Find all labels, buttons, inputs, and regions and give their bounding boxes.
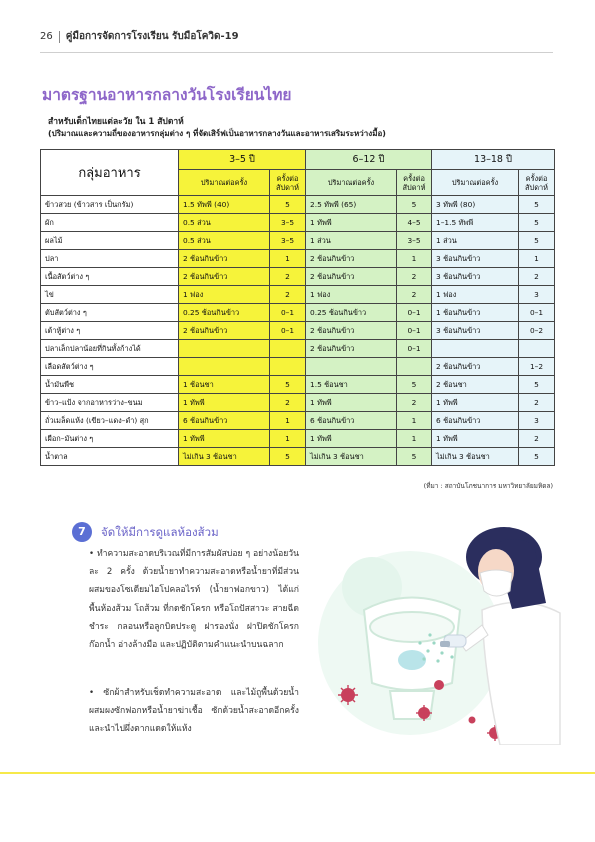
- times-cell: 5: [519, 232, 555, 250]
- food-group-cell: ปลาเล็กปลาน้อยที่กินทั้งก้างได้: [41, 340, 179, 358]
- lunch-standard-table: [40, 149, 555, 466]
- source-note: (ที่มา : สถาบันโภชนาการ มหาวิทยาลัยมหิดล): [423, 482, 553, 490]
- food-group-cell: น้ำตาล: [41, 448, 179, 466]
- food-group-cell: เต้าหู้ต่าง ๆ: [41, 322, 179, 340]
- item-title: จัดให้มีการดูแลห้องส้วม: [101, 525, 219, 539]
- times-cell: 3–5: [397, 232, 432, 250]
- subtitle-1: สำหรับเด็กไทยแต่ละวัย ใน 1 สัปดาห์: [48, 117, 184, 127]
- table-row: [41, 430, 555, 448]
- amount-header: ปริมาณต่อครั้ง: [179, 170, 270, 196]
- table-row: [41, 394, 555, 412]
- amount-cell: 0.25 ช้อนกินข้าว: [179, 304, 270, 322]
- food-group-cell: ปลา: [41, 250, 179, 268]
- amount-cell: [432, 340, 519, 358]
- amount-cell: 1.5 ทัพพี (40): [179, 196, 270, 214]
- amount-cell: 2 ช้อนกินข้าว: [306, 250, 397, 268]
- amount-cell: 1–1.5 ทัพพี: [432, 214, 519, 232]
- amount-cell: 2 ช้อนกินข้าว: [306, 340, 397, 358]
- table-row: [41, 322, 555, 340]
- amount-cell: 6 ช้อนกินข้าว: [432, 412, 519, 430]
- amount-cell: 1 ทัพพี: [306, 214, 397, 232]
- amount-cell: 1 ช้อนกินข้าว: [432, 304, 519, 322]
- times-cell: 1: [270, 250, 306, 268]
- times-cell: [270, 340, 306, 358]
- amount-cell: 6 ช้อนกินข้าว: [306, 412, 397, 430]
- food-group-cell: ผลไม้: [41, 232, 179, 250]
- food-group-cell: น้ำมันพืช: [41, 376, 179, 394]
- amount-cell: 1 ทัพพี: [432, 430, 519, 448]
- document-title: คู่มือการจัดการโรงเรียน รับมือโควิด-19: [65, 31, 239, 42]
- table-row: [41, 412, 555, 430]
- food-group-cell: ไข่: [41, 286, 179, 304]
- times-cell: 5: [519, 448, 555, 466]
- page-number: 26: [40, 31, 53, 42]
- amount-cell: 1 ฟอง: [179, 286, 270, 304]
- table-row: [41, 250, 555, 268]
- times-cell: 2: [270, 268, 306, 286]
- times-cell: 5: [519, 376, 555, 394]
- amount-cell: 3 ช้อนกินข้าว: [432, 250, 519, 268]
- amount-cell: 1 ทัพพี: [306, 430, 397, 448]
- amount-cell: 1 ช้อนชา: [179, 376, 270, 394]
- times-header: ครั้งต่อ สัปดาห์: [270, 170, 306, 196]
- amount-cell: 2.5 ทัพพี (65): [306, 196, 397, 214]
- amount-header: ปริมาณต่อครั้ง: [306, 170, 397, 196]
- times-cell: 0–1: [270, 304, 306, 322]
- food-group-cell: เลือดสัตว์ต่าง ๆ: [41, 358, 179, 376]
- table-row: [41, 214, 555, 232]
- table-row: [41, 196, 555, 214]
- amount-cell: 2 ช้อนกินข้าว: [179, 268, 270, 286]
- times-cell: 3–5: [270, 232, 306, 250]
- amount-cell: 2 ช้อนชา: [432, 376, 519, 394]
- times-cell: 5: [519, 214, 555, 232]
- food-group-cell: ข้าว–แป้ง จากอาหารว่าง–ขนม: [41, 394, 179, 412]
- food-group-cell: ผัก: [41, 214, 179, 232]
- times-cell: 5: [397, 448, 432, 466]
- times-cell: 5: [270, 196, 306, 214]
- times-cell: 1: [397, 430, 432, 448]
- times-cell: 5: [397, 376, 432, 394]
- amount-cell: 0.5 ส่วน: [179, 214, 270, 232]
- times-cell: 0–1: [270, 322, 306, 340]
- times-cell: 5: [270, 448, 306, 466]
- times-cell: 3: [519, 286, 555, 304]
- times-cell: 1–2: [519, 358, 555, 376]
- times-cell: 5: [397, 196, 432, 214]
- item-number-badge: 7: [72, 522, 92, 542]
- table-row: [41, 358, 555, 376]
- times-cell: 3–5: [270, 214, 306, 232]
- times-cell: 1: [519, 250, 555, 268]
- amount-cell: 1 ทัพพี: [432, 394, 519, 412]
- amount-cell: 0.25 ช้อนกินข้าว: [306, 304, 397, 322]
- food-group-cell: ข้าวสวย (ข้าวสาร เป็นกรัม): [41, 196, 179, 214]
- table-row: [41, 286, 555, 304]
- times-cell: [270, 358, 306, 376]
- subtitle-2: (ปริมาณและความถี่ของอาหารกลุ่มต่าง ๆ ที่จัดเสิร์ฟเป็นอาหารกลางวันและอาหารเสริมระหว่างมื้อ): [48, 129, 386, 138]
- times-cell: 2: [519, 394, 555, 412]
- amount-cell: 1 ฟอง: [432, 286, 519, 304]
- times-cell: 2: [519, 430, 555, 448]
- amount-cell: 1 ฟอง: [306, 286, 397, 304]
- amount-cell: 2 ช้อนกินข้าว: [432, 358, 519, 376]
- food-group-header: กลุ่มอาหาร: [41, 150, 179, 196]
- header-rule: [40, 52, 553, 53]
- times-cell: 2: [397, 286, 432, 304]
- times-cell: 0–2: [519, 322, 555, 340]
- times-cell: 5: [519, 196, 555, 214]
- amount-cell: ไม่เกิน 3 ช้อนชา: [179, 448, 270, 466]
- table-body: [41, 196, 555, 466]
- times-cell: 2: [397, 268, 432, 286]
- section-title: มาตรฐานอาหารกลางวันโรงเรียนไทย: [42, 86, 292, 104]
- food-group-cell: เนื้อสัตว์ต่าง ๆ: [41, 268, 179, 286]
- footer-line: [0, 772, 595, 774]
- header-divider: [59, 31, 60, 43]
- amount-cell: 2 ช้อนกินข้าว: [306, 268, 397, 286]
- times-cell: 0–1: [397, 340, 432, 358]
- amount-cell: ไม่เกิน 3 ช้อนชา: [306, 448, 397, 466]
- times-cell: [519, 340, 555, 358]
- age-header-6-12: 6–12 ปี: [306, 150, 432, 170]
- table-row: [41, 448, 555, 466]
- times-cell: 3: [519, 412, 555, 430]
- amount-cell: [306, 358, 397, 376]
- times-cell: 0–1: [397, 322, 432, 340]
- toilet-cleaning-illustration: [312, 515, 562, 745]
- page-header: [40, 29, 553, 44]
- amount-header: ปริมาณต่อครั้ง: [432, 170, 519, 196]
- food-group-cell: ถั่วเมล็ดแห้ง (เขียว–แดง–ดำ) สุก: [41, 412, 179, 430]
- amount-cell: 6 ช้อนกินข้าว: [179, 412, 270, 430]
- times-cell: 1: [397, 412, 432, 430]
- times-header: ครั้งต่อ สัปดาห์: [519, 170, 555, 196]
- amount-cell: 2 ช้อนกินข้าว: [306, 322, 397, 340]
- paragraph-washing: • ซักผ้าสำหรับเช็ดทำความสะอาด และไม้ถูพื้นด้วยน้ำผสมผงซักฟอกหรือน้ำยาฆ่าเชื้อ ซักด้วยน้ำสะอาดอีกครั้ง และนำไปผึ่งตากแดดให้แห้ง: [89, 688, 299, 735]
- amount-cell: [179, 340, 270, 358]
- table-row: [41, 340, 555, 358]
- times-cell: 2: [270, 286, 306, 304]
- table-row: [41, 304, 555, 322]
- amount-cell: 1.5 ช้อนชา: [306, 376, 397, 394]
- times-cell: [397, 358, 432, 376]
- times-cell: 0–1: [397, 304, 432, 322]
- times-cell: 0–1: [519, 304, 555, 322]
- times-cell: 4–5: [397, 214, 432, 232]
- times-cell: 1: [270, 412, 306, 430]
- amount-cell: 0.5 ส่วน: [179, 232, 270, 250]
- amount-cell: 1 ส่วน: [306, 232, 397, 250]
- amount-cell: 1 ส่วน: [432, 232, 519, 250]
- table-row: [41, 376, 555, 394]
- amount-cell: 3 ทัพพี (80): [432, 196, 519, 214]
- amount-cell: ไม่เกิน 3 ช้อนชา: [432, 448, 519, 466]
- amount-cell: 1 ทัพพี: [179, 430, 270, 448]
- times-cell: 2: [397, 394, 432, 412]
- times-cell: 1: [270, 430, 306, 448]
- table-row: [41, 268, 555, 286]
- table-row: [41, 232, 555, 250]
- food-group-cell: ตับสัตว์ต่าง ๆ: [41, 304, 179, 322]
- amount-cell: 3 ช้อนกินข้าว: [432, 322, 519, 340]
- times-header: ครั้งต่อ สัปดาห์: [397, 170, 432, 196]
- times-cell: 2: [519, 268, 555, 286]
- amount-cell: 2 ช้อนกินข้าว: [179, 322, 270, 340]
- amount-cell: [179, 358, 270, 376]
- amount-cell: 3 ช้อนกินข้าว: [432, 268, 519, 286]
- age-header-13-18: 13–18 ปี: [432, 150, 555, 170]
- times-cell: 1: [397, 250, 432, 268]
- age-header-3-5: 3–5 ปี: [179, 150, 306, 170]
- amount-cell: 1 ทัพพี: [179, 394, 270, 412]
- times-cell: 2: [270, 394, 306, 412]
- food-group-cell: เผือก–มันต่าง ๆ: [41, 430, 179, 448]
- amount-cell: 1 ทัพพี: [306, 394, 397, 412]
- amount-cell: 2 ช้อนกินข้าว: [179, 250, 270, 268]
- paragraph-cleaning: • ทำความสะอาดบริเวณที่มีการสัมผัสบ่อย ๆ อย่างน้อยวันละ 2 ครั้ง ด้วยน้ำยาทำความสะอาดหรือน้ำยาที่มีส่วนผสมของโซเดียมไฮโปคลอไรท์ (น้ำยาฟอกขาว) ได้แก่ พื้นห้องส้วม โถส้วม ที่กดชักโครก หรือโถปัสสาวะ สายฉีดชำระ กลอนหรือลูกบิดประตู ฝารองนั่ง ฝาปิดชักโครก ก๊อกน้ำ อ่างล้างมือ และปฏิบัติตามคำแนะนำบนฉลาก: [89, 549, 299, 651]
- times-cell: 5: [270, 376, 306, 394]
